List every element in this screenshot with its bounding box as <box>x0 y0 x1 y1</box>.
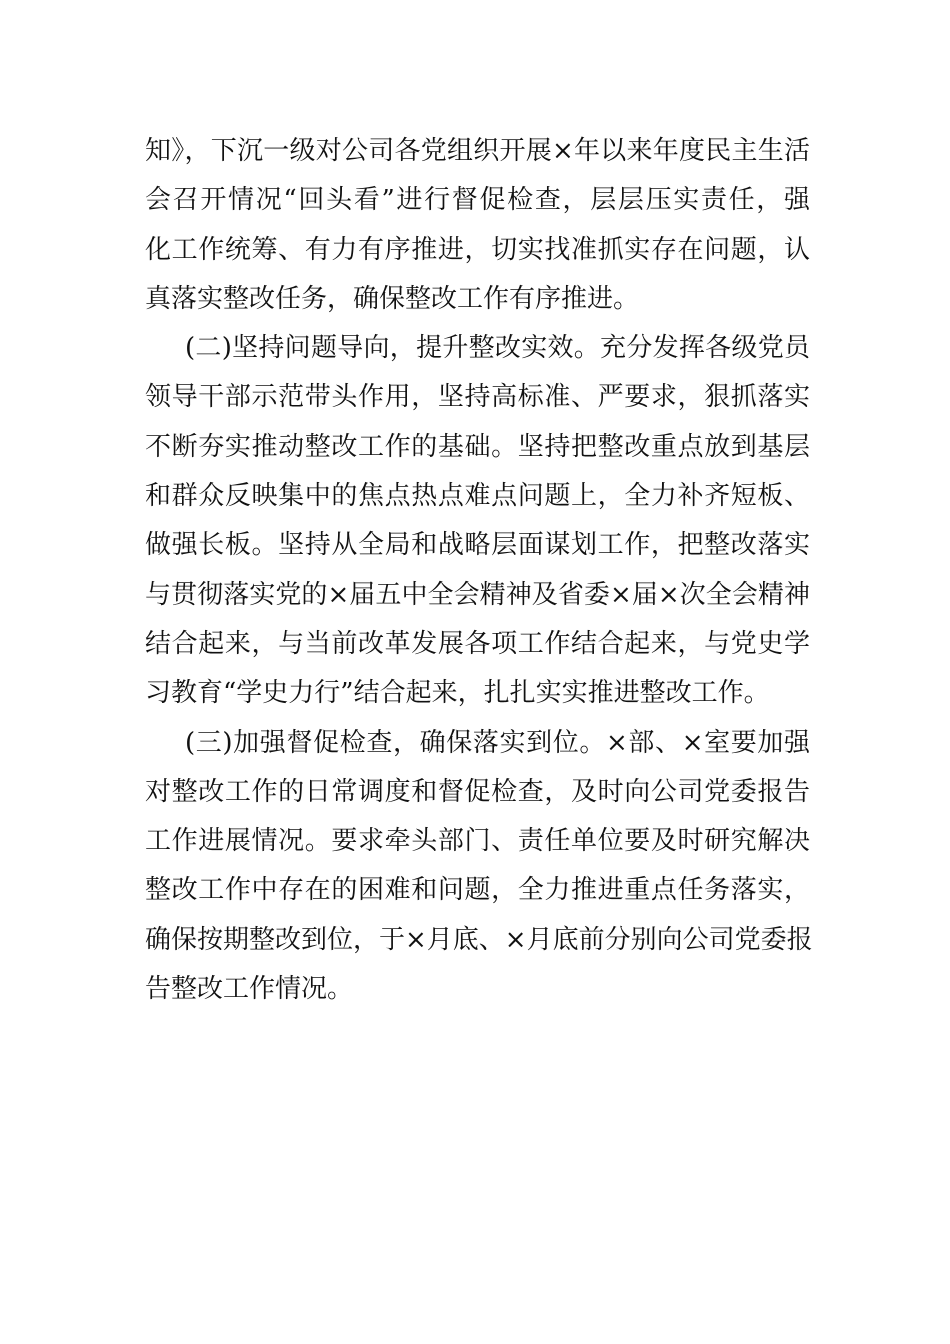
text-line: 与贯彻落实党的×届五中全会精神及省委×届×次全会精神 <box>145 579 810 610</box>
text-line: 习教育“学史力行”结合起来，扎扎实实推进整改工作。 <box>145 678 770 709</box>
document-body <box>145 127 813 1014</box>
text-line: 化工作统筹、有力有序推进，切实找准抓实存在问题，认 <box>145 234 810 265</box>
text-line: (三)加强督促检查，确保落实到位。×部、×室要加强 <box>185 727 810 758</box>
text-line: 确保按期整改到位，于×月底、×月底前分别向公司党委报 <box>145 924 813 955</box>
text-line: 整改工作中存在的困难和问题，全力推进重点任务落实， <box>145 875 810 906</box>
text-line: 工作进展情况。要求牵头部门、责任单位要及时研究解决 <box>145 826 810 857</box>
text-line: 告整改工作情况。 <box>145 974 354 1005</box>
text-line: 结合起来，与当前改革发展各项工作结合起来，与党史学 <box>145 628 810 659</box>
text-line: 对整改工作的日常调度和督促检查，及时向公司党委报告 <box>145 776 810 807</box>
text-line: 和群众反映集中的焦点热点难点问题上，全力补齐短板、 <box>145 481 810 512</box>
text-line: 不断夯实推动整改工作的基础。坚持把整改重点放到基层 <box>145 431 810 462</box>
text-line: 知》，下沉一级对公司各党组织开展×年以来年度民主生活 <box>145 136 810 166</box>
text-line: 领导干部示范带头作用，坚持高标准、严要求，狠抓落实 <box>145 382 810 413</box>
text-line: 真落实整改任务，确保整改工作有序推进。 <box>145 283 640 314</box>
paragraph-continued <box>145 127 810 324</box>
paragraph-section-2 <box>145 324 810 718</box>
paragraph-section-3 <box>145 719 813 1015</box>
text-line: 做强长板。坚持从全局和战略层面谋划工作，把整改落实 <box>145 530 810 561</box>
text-line: 会召开情况“回头看”进行督促检查，层层压实责任，强 <box>145 185 810 216</box>
text-line: (二)坚持问题导向，提升整改实效。充分发挥各级党员 <box>185 333 810 364</box>
